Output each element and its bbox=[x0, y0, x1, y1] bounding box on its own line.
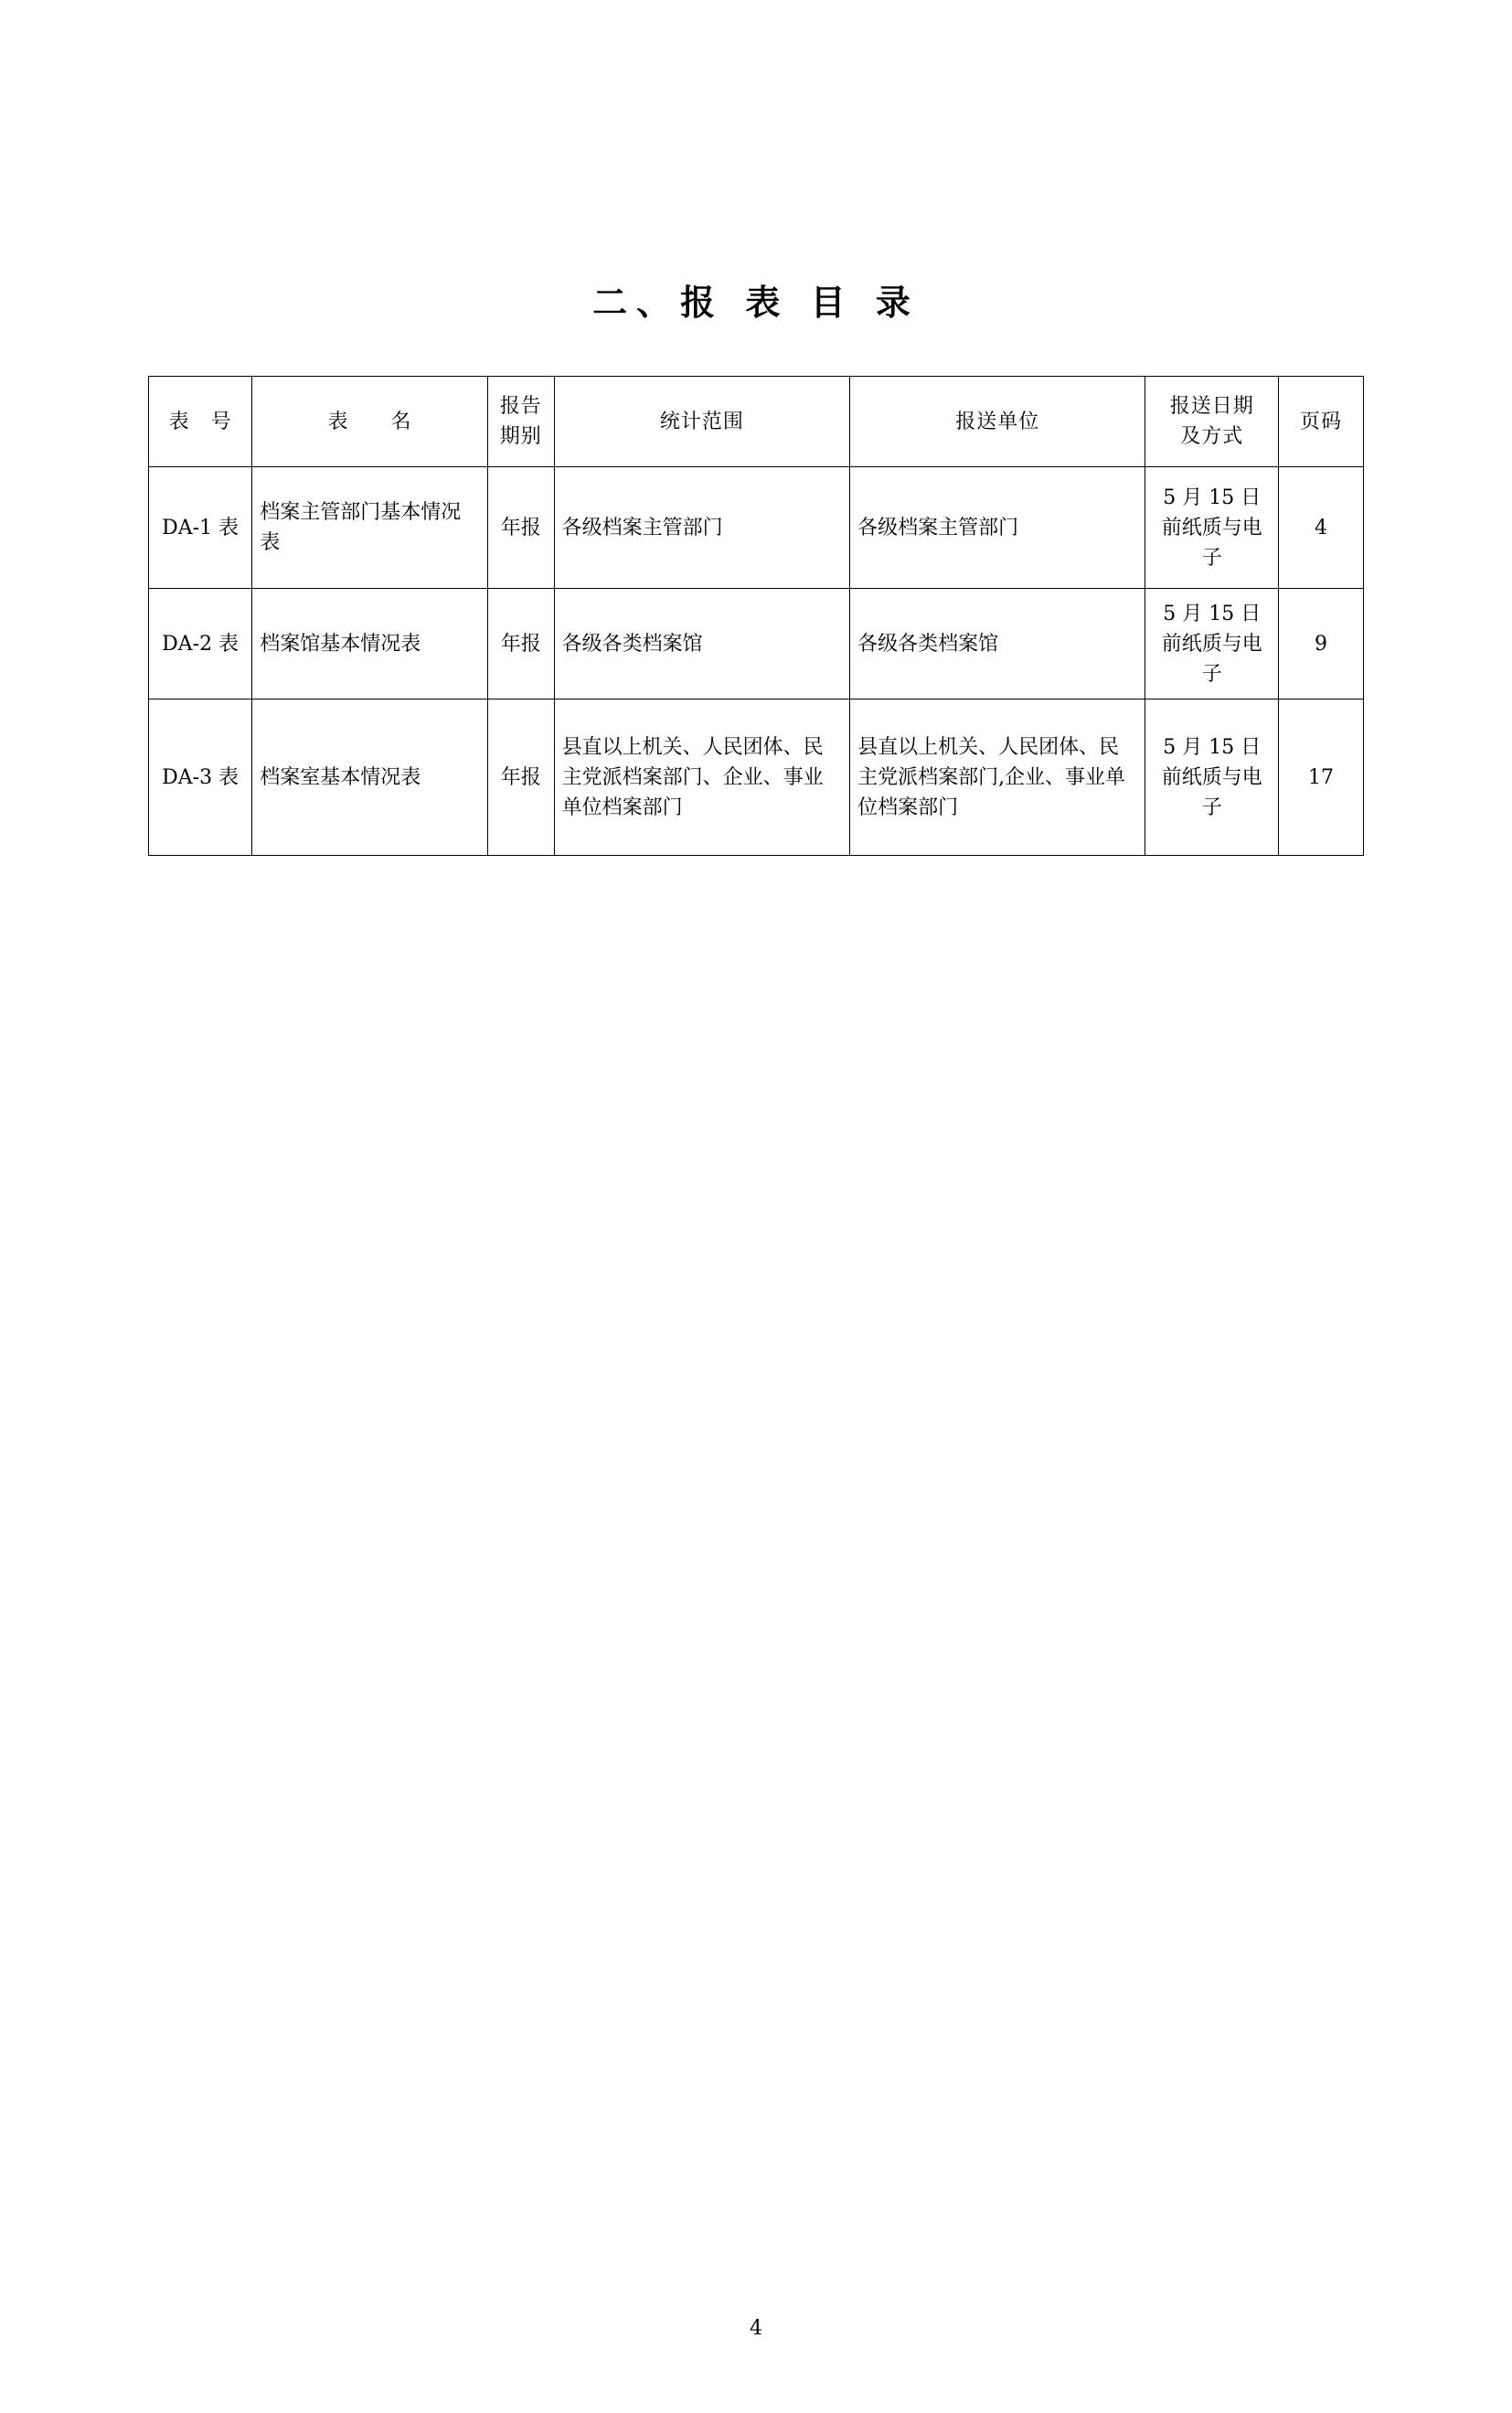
cell-page-number: 4 bbox=[1279, 467, 1364, 589]
report-catalog-table bbox=[148, 376, 1364, 856]
header-page-number: 页码 bbox=[1279, 377, 1364, 467]
table-row bbox=[149, 589, 1364, 699]
cell-page-number: 17 bbox=[1279, 699, 1364, 856]
header-report-period-line2: 期别 bbox=[499, 425, 542, 448]
table-body bbox=[149, 467, 1364, 856]
page-title: 二、报 表 目 录 bbox=[592, 282, 920, 323]
header-submission-date-line1: 报送日期 bbox=[1169, 395, 1254, 418]
header-report-period-line1: 报告 bbox=[499, 395, 542, 418]
table-row bbox=[149, 699, 1364, 856]
header-statistical-scope: 统计范围 bbox=[554, 377, 849, 467]
header-submission-date bbox=[1145, 377, 1279, 467]
cell-statistical-scope: 县直以上机关、人民团体、民主党派档案部门、企业、事业单位档案部门 bbox=[554, 699, 849, 856]
cell-submission-date: 5 月 15 日前纸质与电子 bbox=[1145, 589, 1279, 699]
table-row bbox=[149, 467, 1364, 589]
header-report-period bbox=[487, 377, 554, 467]
table-header bbox=[149, 377, 1364, 467]
cell-reporting-unit: 各级各类档案馆 bbox=[850, 589, 1145, 699]
header-reporting-unit: 报送单位 bbox=[850, 377, 1145, 467]
cell-table-no: DA-3 表 bbox=[149, 699, 252, 856]
cell-report-period: 年报 bbox=[487, 467, 554, 589]
cell-submission-date: 5 月 15 日前纸质与电子 bbox=[1145, 699, 1279, 856]
cell-reporting-unit: 各级档案主管部门 bbox=[850, 467, 1145, 589]
report-catalog-table-wrapper bbox=[148, 376, 1364, 856]
cell-table-no: DA-1 表 bbox=[149, 467, 252, 589]
header-submission-date-line2: 及方式 bbox=[1180, 425, 1244, 448]
header-table-no: 表 号 bbox=[149, 377, 252, 467]
cell-page-number: 9 bbox=[1279, 589, 1364, 699]
cell-table-name: 档案馆基本情况表 bbox=[252, 589, 488, 699]
cell-reporting-unit: 县直以上机关、人民团体、民主党派档案部门,企业、事业单位档案部门 bbox=[850, 699, 1145, 856]
cell-report-period: 年报 bbox=[487, 699, 554, 856]
cell-table-name: 档案主管部门基本情况表 bbox=[252, 467, 488, 589]
cell-table-name: 档案室基本情况表 bbox=[252, 699, 488, 856]
table-header-row bbox=[149, 377, 1364, 467]
document-page bbox=[0, 274, 1512, 2413]
header-table-name: 表 名 bbox=[252, 377, 488, 467]
cell-report-period: 年报 bbox=[487, 589, 554, 699]
cell-statistical-scope: 各级各类档案馆 bbox=[554, 589, 849, 699]
cell-statistical-scope: 各级档案主管部门 bbox=[554, 467, 849, 589]
cell-submission-date: 5 月 15 日前纸质与电子 bbox=[1145, 467, 1279, 589]
page-footer-number: 4 bbox=[750, 2317, 762, 2340]
cell-table-no: DA-2 表 bbox=[149, 589, 252, 699]
